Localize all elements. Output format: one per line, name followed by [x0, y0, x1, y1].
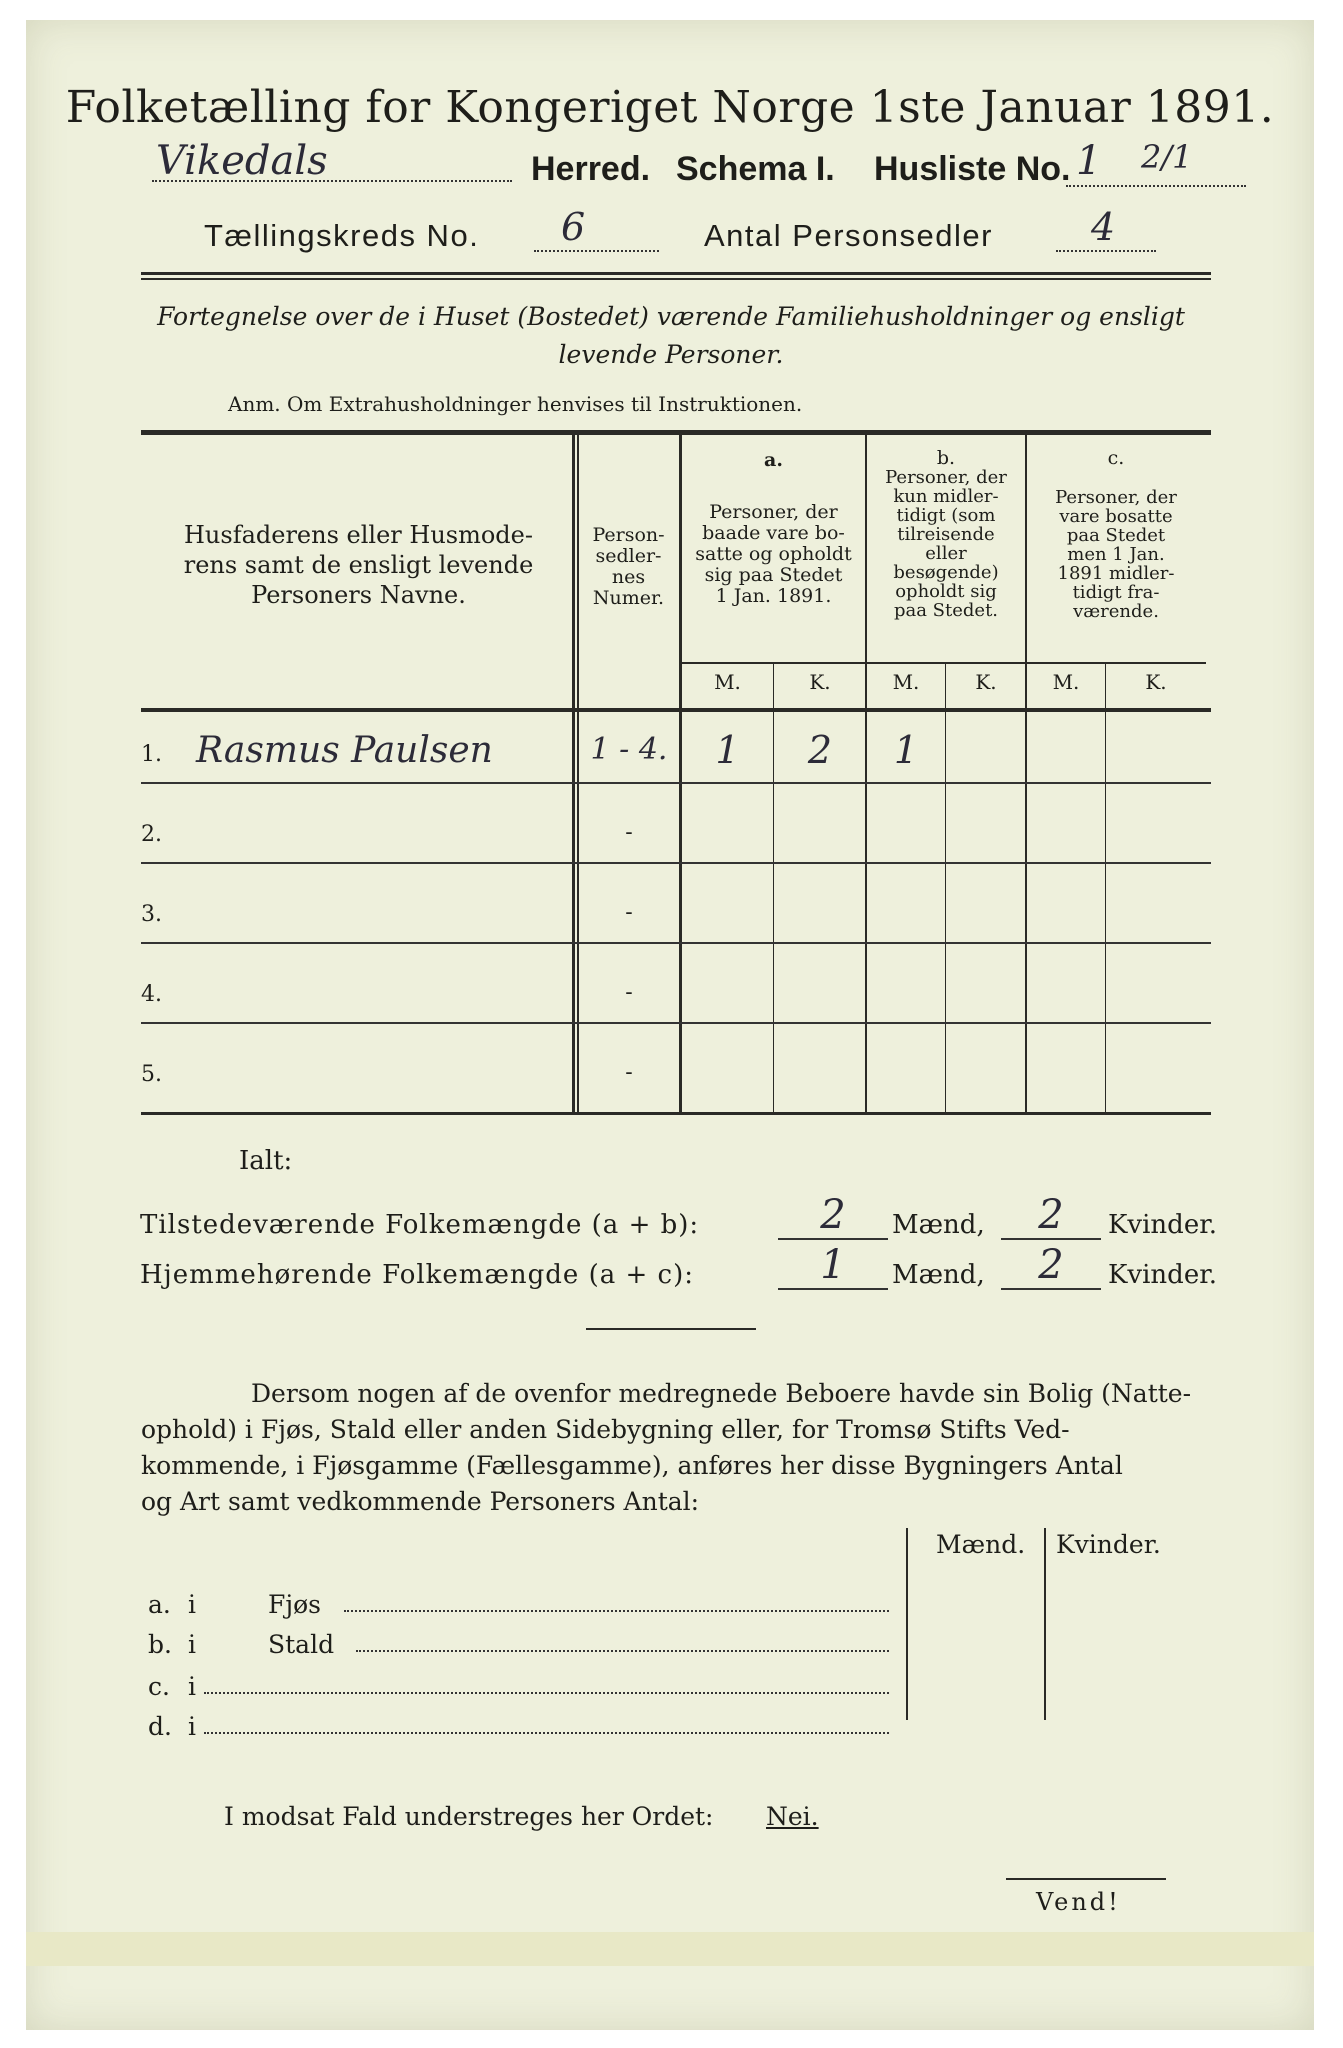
building-dots — [204, 1732, 889, 1734]
col-name-header: Husfaderens eller Husmode- rens samt de ensligt levende Personers Navne. — [183, 521, 534, 609]
header-bottom-rule — [141, 708, 1211, 712]
vend-label: Vend! — [1036, 1888, 1121, 1916]
intro-line2: levende Personer. — [558, 340, 784, 369]
total2-k-line — [1001, 1288, 1101, 1290]
footer-text: I modsat Fald understreges her Ordet: — [224, 1802, 714, 1831]
col-b-letter: b. — [936, 447, 956, 469]
building-i: i — [188, 1712, 196, 1741]
total2-m-line — [778, 1288, 888, 1290]
schema-label: Schema I. — [676, 150, 835, 188]
anm-note: Anm. Om Extrahusholdninger henvises til Instruktionen. — [228, 392, 803, 416]
vline-1b — [577, 435, 579, 1115]
row-line — [141, 942, 1211, 944]
row-num: 1 - 4. — [590, 732, 668, 767]
intro-line1: Fortegnelse over de i Huset (Bostedet) værende Familiehusholdninger og ensligt — [157, 302, 1185, 331]
total2-maend: Mænd, — [892, 1260, 985, 1290]
building-i: i — [188, 1672, 196, 1701]
row-num: - — [625, 980, 633, 1005]
row-num: - — [625, 900, 633, 925]
building-letter: a. — [148, 1590, 171, 1619]
building-letter: b. — [148, 1630, 172, 1659]
divider — [586, 1328, 756, 1330]
col-c-letter: c. — [1107, 447, 1125, 469]
buildings-col-maend: Mænd. — [936, 1530, 1026, 1559]
total1-maend: Mænd, — [892, 1210, 985, 1240]
mk-c-k: K. — [1145, 670, 1167, 694]
col-c-header: Personer, der vare bosatte paa Stedet men 1 Jan. 1891 midler- tidigt fra- værende. — [1055, 487, 1177, 622]
rule-top-2 — [141, 278, 1211, 280]
total1-m-line — [778, 1238, 888, 1240]
vline-4 — [1025, 435, 1027, 1115]
kreds-dots — [534, 250, 659, 252]
row-number: 2. — [141, 822, 162, 847]
building-dots — [356, 1650, 889, 1652]
vline-buildings-2 — [1044, 1528, 1046, 1720]
row-number: 1. — [141, 742, 162, 767]
building-label: Fjøs — [268, 1590, 321, 1619]
vend-rule — [1006, 1878, 1166, 1880]
row-b-m: 1 — [893, 728, 919, 772]
footer-word-nei: Nei. — [766, 1802, 819, 1831]
building-i: i — [188, 1590, 196, 1619]
total2-kvinder: Kvinder. — [1108, 1260, 1218, 1290]
col-a-header: Personer, der baade vare bo- satte og opholdt sig paa Stedet 1 Jan. 1891. — [695, 501, 852, 607]
bottom-strip — [26, 1932, 1314, 1966]
total2-k: 2 — [1038, 1242, 1064, 1288]
mk-top-rule — [681, 662, 1206, 664]
husliste-value: 1 — [1076, 138, 1102, 184]
row-a-k: 2 — [807, 728, 833, 772]
antal-label: Antal Personsedler — [704, 218, 993, 253]
herred-label: Herred. — [531, 150, 651, 188]
col-b-header: Personer, der kun midler- tidigt (som tilreisende eller besøgende) opholdt sig paa Stedet. — [885, 467, 1007, 621]
vline-2 — [679, 435, 682, 1115]
row-line — [141, 782, 1211, 784]
row-num: - — [625, 820, 633, 845]
buildings-col-kvinder: Kvinder. — [1056, 1530, 1161, 1559]
husliste-dots — [1066, 185, 1246, 187]
mk-a-m: M. — [714, 670, 741, 694]
kreds-label: Tællingskreds No. — [204, 218, 480, 253]
building-dots — [204, 1692, 889, 1694]
row-line — [141, 1022, 1211, 1024]
husliste-extra: 2/1 — [1141, 138, 1193, 176]
total1-k: 2 — [1038, 1192, 1064, 1238]
mk-b-m: M. — [892, 670, 920, 694]
buildings-paragraph: Dersom nogen af de ovenfor medregnede Beboere havde sin Bolig (Natte- ophold) i Fjøs, Stald eller anden Sidebygning eller, for Tromsø Stifts Ved- kommende, i Fjøsgamme (Fællesgamme), anføres her disse Bygningers Antal og Art samt vedkommende Personers Antal: — [141, 1379, 1192, 1516]
row-num: - — [625, 1060, 633, 1085]
total2-label: Hjemmehørende Folkemængde (a + c): — [140, 1260, 694, 1290]
total2-m: 1 — [820, 1242, 846, 1288]
mk-a-k: K. — [809, 670, 831, 694]
building-letter: d. — [148, 1712, 172, 1741]
total1-kvinder: Kvinder. — [1108, 1210, 1218, 1240]
herred-value: Vikedals — [156, 138, 328, 184]
vline-1 — [572, 435, 575, 1115]
building-label: Stald — [268, 1630, 335, 1659]
total1-label: Tilstedeværende Folkemængde (a + b): — [140, 1210, 700, 1240]
kreds-value: 6 — [561, 205, 586, 249]
ialt-label: Ialt: — [239, 1146, 293, 1176]
vline-3 — [865, 435, 867, 1115]
row-number: 4. — [141, 982, 162, 1007]
table-bottom-rule — [141, 1112, 1211, 1115]
antal-dots — [1056, 250, 1156, 252]
mk-b-k: K. — [975, 670, 997, 694]
rule-top-1 — [141, 272, 1211, 275]
building-letter: c. — [148, 1672, 170, 1701]
building-dots — [344, 1610, 889, 1612]
husliste-label: Husliste No. — [874, 150, 1071, 188]
total1-m: 2 — [820, 1192, 846, 1238]
total1-k-line — [1001, 1238, 1101, 1240]
building-i: i — [188, 1630, 196, 1659]
row-a-m: 1 — [715, 728, 740, 772]
census-form — [26, 20, 1314, 2030]
herred-dots — [152, 180, 512, 182]
mk-c-m: M. — [1052, 670, 1080, 694]
antal-value: 4 — [1091, 205, 1116, 249]
row-number: 3. — [141, 902, 162, 927]
form-title: Folketælling for Kongeriget Norge 1ste Januar 1891. — [65, 82, 1275, 133]
table-top-rule — [141, 430, 1211, 435]
col-a-letter: a. — [764, 449, 783, 471]
row-name: Rasmus Paulsen — [196, 730, 493, 771]
vline-c-mk — [1105, 662, 1106, 1115]
row-line — [141, 862, 1211, 864]
vline-buildings-1 — [906, 1528, 908, 1720]
col-num-header: Person- sedler- nes Numer. — [592, 524, 665, 609]
row-number: 5. — [141, 1062, 162, 1087]
